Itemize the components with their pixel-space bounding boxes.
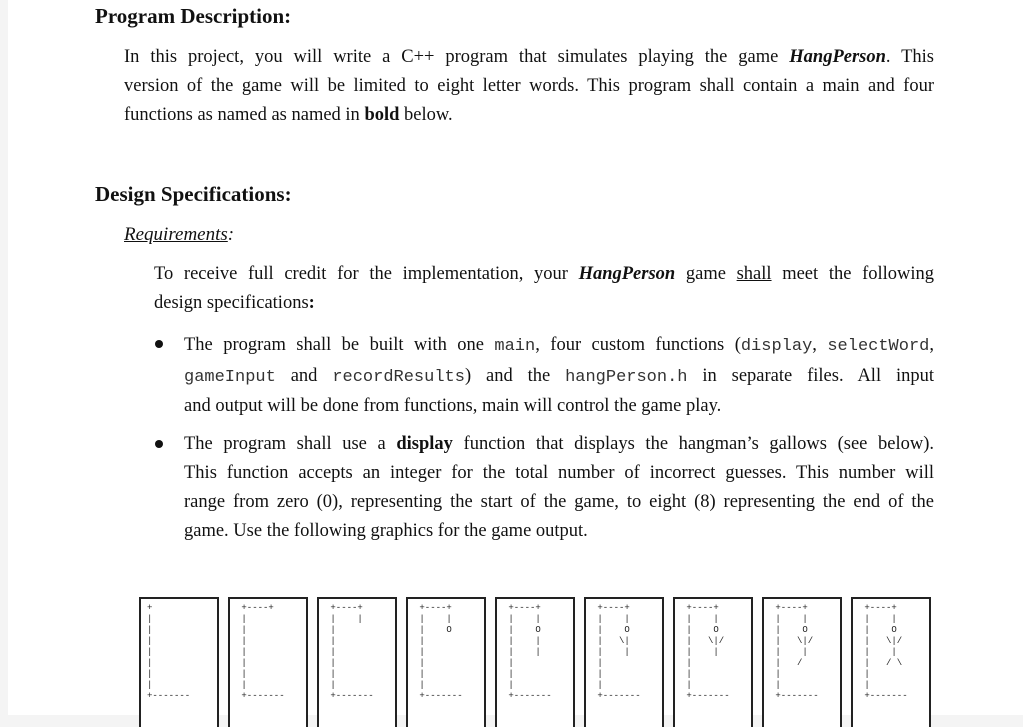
requirements-label: Requirements: <box>124 224 235 245</box>
gallows-stage-4: +----+ | | | O | | | | | | | +------- <box>495 597 575 727</box>
gallows-stage-6: +----+ | | | O | \|/ | | | | | +------- <box>673 597 753 727</box>
design-specifications-heading: Design Specifications: <box>95 182 292 206</box>
requirements-intro: To receive full credit for the implementation, your HangPerson game shall meet the following design specifications: <box>154 264 935 313</box>
gallows-stage-8: +----+ | | | O | \|/ | | | / \ | | +------- <box>851 597 931 727</box>
gallows-stage-7: +----+ | | | O | \|/ | | | / | | +------- <box>762 597 842 727</box>
bullet-item-1: The program shall be built with one main, four custom functions (display, selectWord, gameInput and recordResults) and the hangPerson.h in separate files. All input and output will be done from functions, main will control the game play. <box>184 335 934 416</box>
document-page <box>8 0 1023 715</box>
paragraph-line: In this project, you will write a C++ program that simulates playing the game HangPerson. This <box>124 47 934 67</box>
bullet-item-2: The program shall use a display function that displays the hangman’s gallows (see below). This function accepts an integer for the total number of incorrect guesses. This number will range from zero (0), representing the start of the game, to eight (8) representing the end of the game. Use the following graphics for the game output. <box>184 434 934 541</box>
paragraph-line: functions as named as named in bold below. <box>124 105 453 125</box>
gallows-stage-2: +----+ | | | | | | | | +------- <box>317 597 397 727</box>
paragraph-line: version of the game will be limited to eight letter words. This program shall contain a main and four <box>124 76 934 96</box>
gallows-stage-3: +----+ | | | O | | | | | +------- <box>406 597 486 727</box>
program-description-paragraph <box>124 43 934 130</box>
bullet-icon <box>155 440 163 448</box>
gallows-stage-0: + | | | | | | | +------- <box>139 597 219 727</box>
bullet-icon <box>155 340 163 348</box>
gallows-stage-1: +----+ | | | | | | | +------- <box>228 597 308 727</box>
gallows-stage-5: +----+ | | | O | \| | | | | | +------- <box>584 597 664 727</box>
program-description-heading: Program Description: <box>95 4 292 28</box>
